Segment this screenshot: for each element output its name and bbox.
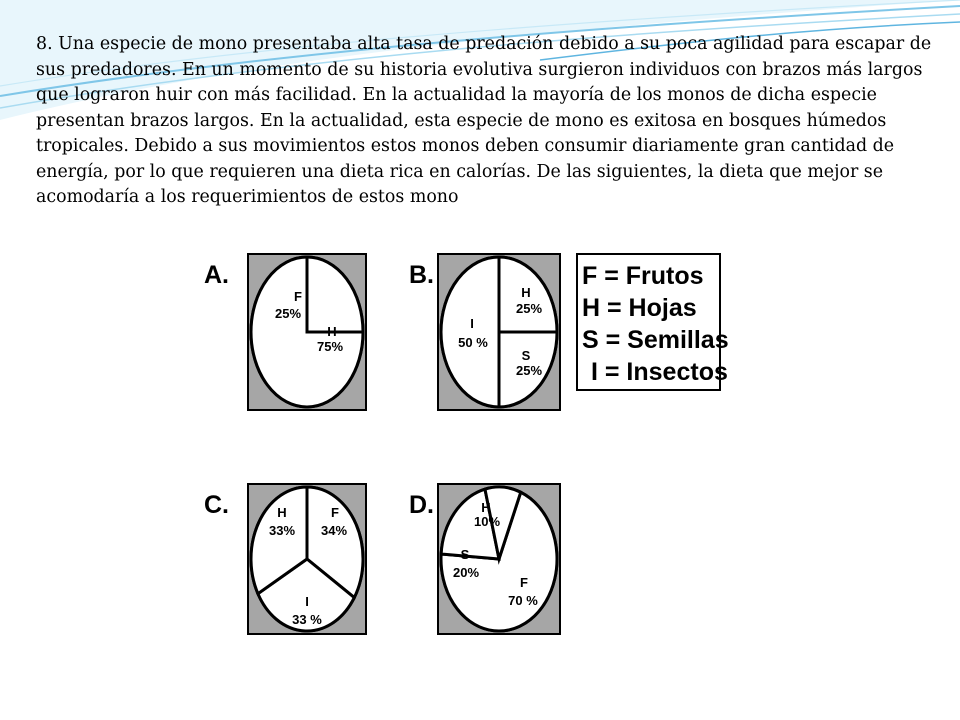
- slice-label-f: F: [294, 289, 302, 304]
- slice-percent-h: 75%: [316, 339, 344, 354]
- legend-box: [577, 254, 729, 390]
- slice-label-h: H: [277, 505, 287, 520]
- slice-label-s: S: [521, 348, 531, 363]
- slice-label-h: H: [481, 500, 491, 515]
- option-letter: B.: [409, 261, 434, 289]
- slice-percent-f: 25%: [274, 306, 302, 321]
- legend-entry: F = Frutos: [582, 262, 704, 290]
- slice-percent-f: 34%: [320, 523, 348, 538]
- slice-percent-f: 70 %: [508, 593, 538, 608]
- legend-entry: H = Hojas: [582, 294, 697, 322]
- diet-pie-charts-figure: [186, 240, 758, 656]
- pie-chart-a: [204, 254, 366, 410]
- slice-label-h: H: [327, 324, 337, 339]
- slice-percent-i: 33 %: [292, 612, 322, 627]
- option-letter: D.: [409, 491, 434, 519]
- slice-percent-h: 10%: [473, 514, 501, 529]
- slice-label-h: H: [521, 285, 531, 300]
- legend-entry: S = Semillas: [582, 326, 729, 354]
- question-text: 8. Una especie de mono presentaba alta tasa de predación debido a su poca agilidad para escapar de sus predadores. En un momento de su historia evolutiva surgieron individuos con brazos más largos que lograron huir con más facilidad. En la actualidad la mayoría de los monos de dicha especie presentan brazos largos. En la actualidad, esta especie de mono es exitosa en bosques húmedos tropicales. Debido a sus movimientos estos monos deben consumir diariamente gran cantidad de energía, por lo que requieren una dieta rica en calorías. De las siguientes, la dieta que mejor se acomodaría a los requerimientos de estos mono: [36, 34, 932, 207]
- slice-label-s: S: [460, 547, 470, 562]
- option-letter: C.: [204, 491, 229, 519]
- slice-percent-s: 25%: [515, 363, 543, 378]
- pie-chart-d: [409, 484, 560, 634]
- option-letter: A.: [204, 261, 229, 289]
- pie-charts-svg: [186, 240, 758, 656]
- pie-chart-c: [204, 484, 366, 634]
- slice-label-f: F: [520, 575, 528, 590]
- legend-entry: I = Insectos: [591, 358, 728, 386]
- slice-label-f: F: [331, 505, 339, 520]
- slice-percent-h: 25%: [515, 301, 543, 316]
- slice-percent-s: 20%: [452, 565, 480, 580]
- slice-percent-i: 50 %: [458, 335, 488, 350]
- pie-chart-b: [409, 254, 560, 410]
- slice-percent-h: 33%: [268, 523, 296, 538]
- slice-label-i: I: [470, 316, 474, 331]
- slice-label-i: I: [305, 594, 309, 609]
